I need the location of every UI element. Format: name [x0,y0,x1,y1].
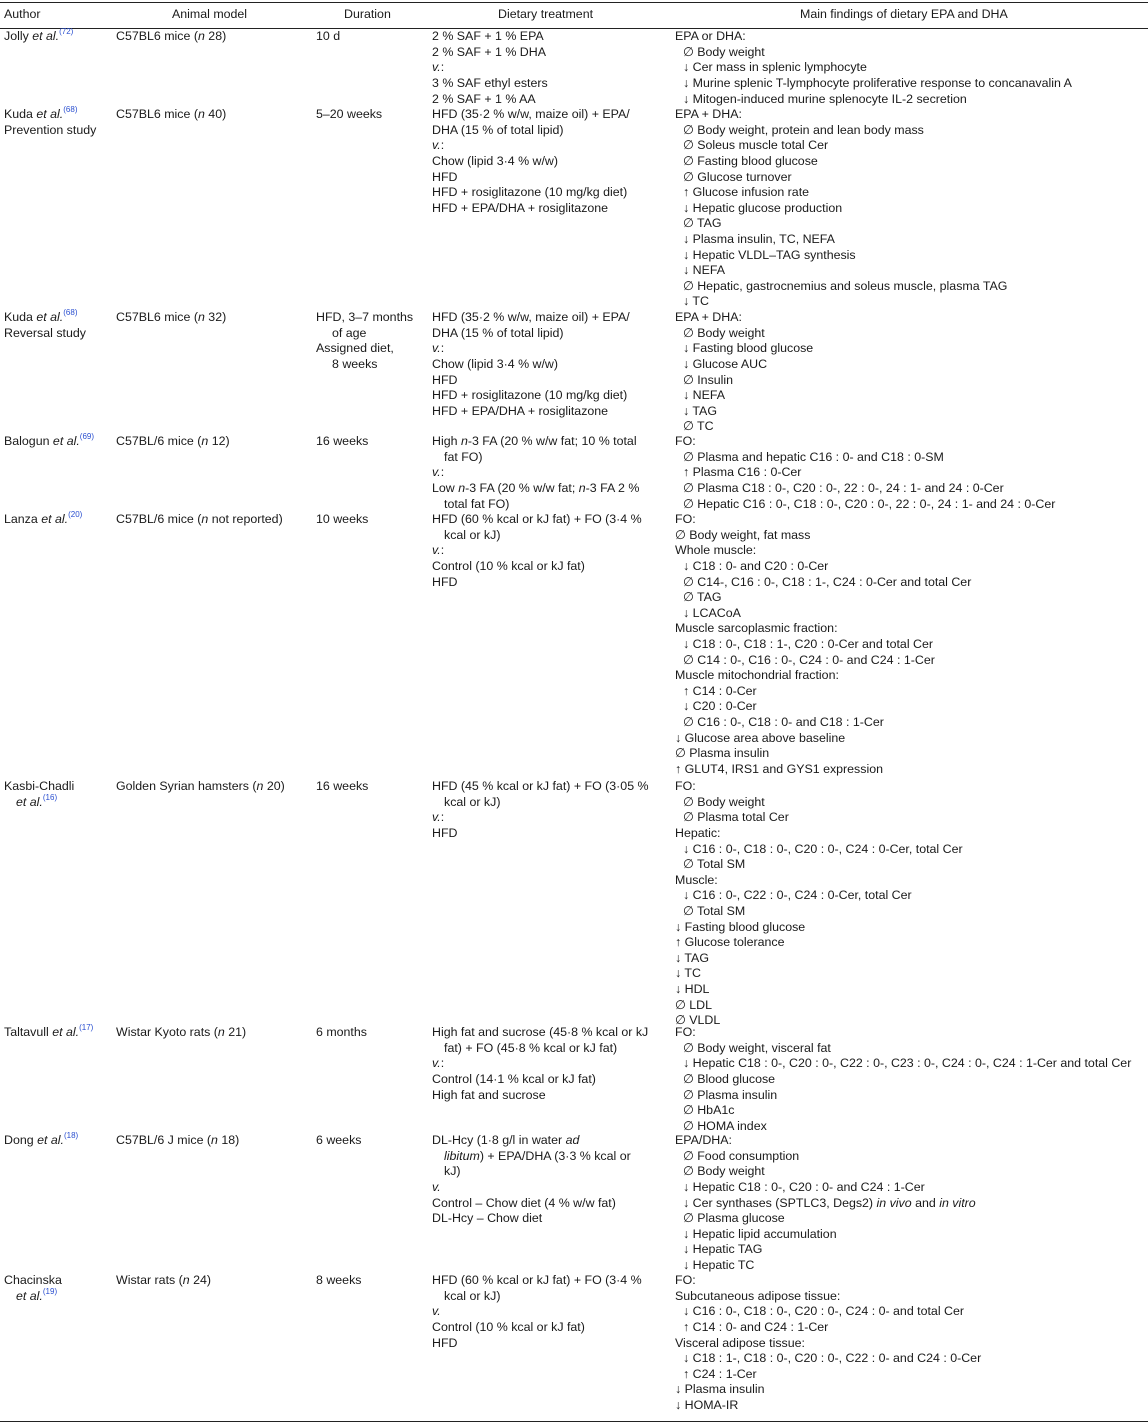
cell-treatment-line: v.: [432,1056,445,1071]
cell-treatment-line: Chow (lipid 3·4 % w/w) [432,154,559,168]
cell-findings-line: ∅ Insulin [683,372,734,387]
cell-findings-line: ↓ C18 : 0-, C18 : 1-, C20 : 0-Cer and total Cer [683,637,933,651]
cell-author-line: Lanza et al.$^{(20)}$ [4,510,83,527]
cell-author-line: Chacinska [4,1273,62,1288]
cell-findings-line: Visceral adipose tissue: [675,1335,805,1350]
cell-findings-line: ↓ NEFA [683,388,725,403]
cell-treatment-line: kcal or kJ) [444,1288,501,1303]
cell-treatment-line: kJ) [444,1164,461,1179]
cell-duration-line: 16 weeks [316,779,369,794]
cell-model-line: Wistar Kyoto rats (n 21) [116,1025,247,1040]
cell-findings-line: Whole muscle: [675,543,757,558]
cell-findings-line: ∅ TC [683,419,714,434]
cell-findings-line: FO: [675,1025,696,1040]
cell-findings-line: ↓ Hepatic lipid accumulation [683,1226,837,1241]
cell-findings-line: ∅ Total SM [683,857,746,872]
cell-author-line: Jolly et al.$^{(72)}$ [4,27,74,44]
cell-findings-line: ↓ Glucose AUC [683,357,768,371]
cell-findings-line: ↓ C16 : 0-, C18 : 0-, C20 : 0-, C24 : 0- and total Cer [683,1304,964,1319]
cell-findings-line: ∅ Glucose turnover [683,169,792,184]
header-animal-model: Animal model [172,7,248,21]
header-dietary-treatment: Dietary treatment [498,7,594,21]
cell-treatment-line: Control (14·1 % kcal or kJ fat) [432,1072,596,1086]
cell-findings-line: ∅ Body weight, visceral fat [683,1040,831,1055]
cell-treatment-line: libitum) + EPA/DHA (3·3 % kcal or [444,1148,631,1163]
cell-author-line: Dong et al.$^{(18)}$ [4,1131,79,1148]
cell-findings-line: ↓ C16 : 0-, C18 : 0-, C20 : 0-, C24 : 0-Cer, total Cer [683,841,963,856]
cell-findings-line: ↓ Murine splenic T-lymphocyte proliferative response to concanavalin A [683,76,1072,90]
cell-treatment-line: High fat and sucrose [432,1087,546,1102]
cell-findings-line: ↓ Hepatic VLDL–TAG synthesis [683,247,856,262]
cell-findings-line: ∅ Plasma total Cer [683,810,789,825]
cell-treatment-line: v.: [432,60,445,75]
header-duration: Duration [344,7,391,21]
cell-findings-line: ∅ Plasma insulin [683,1087,778,1102]
cell-findings-line: ∅ LDL [675,997,712,1012]
cell-treatment-line: Low n-3 FA (20 % w/w fat; n-3 FA 2 % [432,481,640,495]
cell-duration-line: of age [332,325,367,340]
cell-findings-line: ↓ C18 : 1-, C18 : 0-, C20 : 0-, C22 : 0- and C24 : 0-Cer [683,1351,982,1366]
cell-findings-line: ↓ LCACoA [683,605,741,620]
cell-findings-line: ↓ Hepatic C18 : 0-, C20 : 0-, C22 : 0-, C23 : 0-, C24 : 0-, C24 : 1-Cer and total Cer [683,1056,1132,1071]
cell-findings-line: ↓ HOMA-IR [675,1398,739,1412]
cell-findings-line: ∅ Fasting blood glucose [683,154,818,168]
cell-findings-line: ∅ C14-, C16 : 0-, C18 : 1-, C24 : 0-Cer and total Cer [683,574,972,589]
cell-findings-line: EPA + DHA: [675,107,742,122]
cell-findings-line: ↑ Glucose tolerance [675,935,785,950]
cell-findings-line: ∅ Plasma and hepatic C16 : 0- and C18 : 0-SM [683,449,944,464]
cell-findings-line: ∅ Body weight [683,794,765,809]
cell-findings-line: ↓ TC [675,966,701,981]
cell-findings-line: ↓ Hepatic TC [683,1258,755,1272]
cell-duration-line: 8 weeks [332,357,378,371]
cell-findings-line: ↓ C18 : 0- and C20 : 0-Cer [683,559,829,573]
cell-findings-line: ∅ Body weight [683,325,765,340]
cell-findings-line: ↓ Cer synthases (SPTLC3, Degs2) in vivo and in vitro [683,1195,976,1210]
cell-treatment-line: HFD [432,372,458,387]
cell-treatment-line: kcal or kJ) [444,794,501,809]
cell-model-line: C57BL6 mice (n 40) [116,107,227,122]
cell-treatment-line: total fat FO) [444,496,510,511]
cell-author-line: et al.$^{(19)}$ [16,1286,58,1303]
cell-treatment-line: HFD [432,574,458,589]
cell-findings-line: Subcutaneous adipose tissue: [675,1288,841,1303]
cell-findings-line: ↓ Fasting blood glucose [683,341,814,356]
cell-findings-line: ∅ Hepatic, gastrocnemius and soleus muscle, plasma TAG [683,278,1008,293]
cell-treatment-line: HFD (45 % kcal or kJ fat) + FO (3·05 % [432,779,649,794]
cell-findings-line: ↓ C20 : 0-Cer [683,699,757,714]
cell-treatment-line: v.: [432,465,445,480]
cell-findings-line: ∅ Food consumption [683,1148,800,1163]
cell-findings-line: ↑ C24 : 1-Cer [683,1366,757,1381]
table-top-rule [0,2,1148,3]
cell-author-line: Kuda et al.$^{(68)}$ [4,105,78,122]
cell-treatment-line: v. [432,1180,441,1194]
cell-duration-line: 16 weeks [316,434,369,449]
cell-author-line: Reversal study [4,325,86,340]
cell-duration-line: 10 d [316,29,341,44]
cell-author-line: Kuda et al.$^{(68)}$ [4,308,78,325]
cell-treatment-line: 2 % SAF + 1 % AA [432,91,536,106]
cell-treatment-line: HFD (60 % kcal or kJ fat) + FO (3·4 % [432,512,642,527]
cell-treatment-line: HFD [432,826,458,840]
cell-treatment-line: DL-Hcy (1·8 g/l in water ad [432,1133,580,1148]
cell-findings-line: ↓ Plasma insulin [675,1382,765,1397]
cell-duration-line: HFD, 3–7 months [316,310,414,325]
cell-findings-line: ↓ Hepatic glucose production [683,200,843,215]
cell-treatment-line: DHA (15 % of total lipid) [432,325,564,340]
cell-findings-line: ↓ Glucose area above baseline [675,730,846,745]
cell-treatment-line: HFD (35·2 % w/w, maize oil) + EPA/ [432,107,630,122]
cell-duration-line: 6 months [316,1025,367,1040]
cell-findings-line: ∅ Plasma C18 : 0-, C20 : 0-, 22 : 0-, 24 : 1- and 24 : 0-Cer [683,481,1004,495]
cell-findings-line: ∅ TAG [683,216,722,231]
cell-findings-line: ↓ Fasting blood glucose [675,919,806,934]
cell-findings-line: ↓ TC [683,294,709,309]
cell-duration-line: 5–20 weeks [316,107,383,122]
cell-treatment-line: 3 % SAF ethyl esters [432,76,548,90]
cell-model-line: C57BL/6 mice (n not reported) [116,512,283,527]
cell-findings-line: EPA + DHA: [675,310,742,325]
cell-findings-line: ∅ Hepatic C16 : 0-, C18 : 0-, C20 : 0-, 22 : 0-, 24 : 1- and 24 : 0-Cer [683,496,1056,511]
cell-findings-line: ∅ Body weight, fat mass [675,527,811,542]
cell-findings-line: ∅ Plasma insulin [675,746,770,761]
cell-findings-line: ∅ C14 : 0-, C16 : 0-, C24 : 0- and C24 : 1-Cer [683,652,935,667]
cell-treatment-line: HFD + rosiglitazone (10 mg/kg diet) [432,388,628,403]
cell-findings-line: ↑ C14 : 0- and C24 : 1-Cer [683,1320,829,1334]
cell-findings-line: ↑ Plasma C16 : 0-Cer [683,465,802,480]
cell-findings-line: Muscle sarcoplasmic fraction: [675,621,838,636]
cell-findings-line: ↑ Glucose infusion rate [683,185,810,200]
cell-treatment-line: DL-Hcy – Chow diet [432,1211,543,1226]
cell-treatment-line: HFD + EPA/DHA + rosiglitazone [432,403,609,418]
cell-treatment-line: v.: [432,341,445,356]
cell-treatment-line: High fat and sucrose (45·8 % kcal or kJ [432,1025,649,1040]
cell-findings-line: ↓ Mitogen-induced murine splenocyte IL-2 secretion [683,91,967,106]
cell-findings-line: FO: [675,1273,696,1288]
cell-treatment-line: fat FO) [444,449,483,464]
cell-findings-line: FO: [675,434,696,449]
cell-findings-line: ↑ GLUT4, IRS1 and GYS1 expression [675,761,883,776]
cell-findings-line: ↑ C14 : 0-Cer [683,683,757,698]
cell-author-line: et al.$^{(16)}$ [16,792,58,809]
cell-treatment-line: HFD (35·2 % w/w, maize oil) + EPA/ [432,310,630,325]
cell-treatment-line: v. [432,1304,441,1319]
cell-author-line: Taltavull et al.$^{(17)}$ [4,1023,94,1040]
header-author: Author [4,7,41,21]
cell-findings-line: ∅ Blood glucose [683,1072,776,1086]
cell-treatment-line: 2 % SAF + 1 % EPA [432,29,544,44]
cell-findings-line: ∅ VLDL [675,1013,721,1028]
cell-findings-line: ∅ HOMA index [683,1118,767,1133]
cell-findings-line: ↓ C16 : 0-, C22 : 0-, C24 : 0-Cer, total Cer [683,888,912,903]
cell-treatment-line: 2 % SAF + 1 % DHA [432,44,546,59]
cell-duration-line: 6 weeks [316,1133,362,1148]
cell-findings-line: ∅ Body weight [683,44,765,59]
cell-findings-line: ∅ Soleus muscle total Cer [683,138,829,153]
cell-treatment-line: fat) + FO (45·8 % kcal or kJ fat) [444,1040,618,1055]
cell-findings-line: ↓ NEFA [683,263,725,278]
cell-findings-line: ↓ Cer mass in splenic lymphocyte [683,60,867,75]
cell-findings-line: ↓ TAG [675,950,709,965]
cell-findings-line: ↓ Hepatic C18 : 0-, C20 : 0- and C24 : 1-Cer [683,1180,925,1194]
cell-treatment-line: kcal or kJ) [444,527,501,542]
cell-findings-line: FO: [675,779,696,794]
cell-findings-line: ↓ HDL [675,982,710,996]
cell-treatment-line: v.: [432,543,445,558]
table-bottom-rule [0,1421,1148,1422]
cell-treatment-line: HFD + rosiglitazone (10 mg/kg diet) [432,185,628,200]
cell-findings-line: Muscle: [675,872,718,887]
cell-findings-line: ∅ Total SM [683,904,746,918]
cell-model-line: C57BL6 mice (n 28) [116,29,227,44]
cell-findings-line: FO: [675,512,696,527]
cell-author-line: Prevention study [4,122,97,137]
cell-treatment-line: HFD [432,169,458,184]
cell-findings-line: ∅ HbA1c [683,1103,735,1118]
cell-author-line: Balogun et al.$^{(69)}$ [4,432,95,449]
cell-findings-line: ∅ Body weight [683,1164,765,1179]
cell-findings-line: Hepatic: [675,826,721,840]
cell-treatment-line: Control (10 % kcal or kJ fat) [432,1320,585,1334]
cell-treatment-line: v.: [432,138,445,153]
cell-treatment-line: HFD (60 % kcal or kJ fat) + FO (3·4 % [432,1273,642,1288]
cell-author-line: Kasbi-Chadli [4,779,75,794]
cell-findings-line: EPA/DHA: [675,1133,732,1148]
cell-treatment-line: High n-3 FA (20 % w/w fat; 10 % total [432,434,637,449]
cell-model-line: C57BL/6 mice (n 12) [116,434,230,449]
cell-treatment-line: Chow (lipid 3·4 % w/w) [432,357,559,371]
cell-duration-line: 10 weeks [316,512,369,527]
cell-model-line: C57BL/6 J mice (n 18) [116,1133,240,1148]
header-main-findings: Main findings of dietary EPA and DHA [800,7,1008,21]
cell-model-line: Golden Syrian hamsters (n 20) [116,779,285,794]
cell-duration-line: 8 weeks [316,1273,362,1288]
cell-treatment-line: HFD + EPA/DHA + rosiglitazone [432,200,609,215]
cell-findings-line: ↓ Plasma insulin, TC, NEFA [683,232,835,246]
cell-findings-line: ∅ Body weight, protein and lean body mass [683,122,924,137]
cell-findings-line: ↓ Hepatic TAG [683,1242,763,1257]
cell-treatment-line: v.: [432,810,445,825]
cell-model-line: C57BL6 mice (n 32) [116,310,227,325]
cell-findings-line: EPA or DHA: [675,29,746,44]
cell-findings-line: ∅ Plasma glucose [683,1211,785,1226]
cell-treatment-line: Control – Chow diet (4 % w/w fat) [432,1195,616,1210]
cell-treatment-line: HFD [432,1335,458,1350]
cell-findings-line: Muscle mitochondrial fraction: [675,668,839,683]
cell-treatment-line: DHA (15 % of total lipid) [432,122,564,137]
cell-findings-line: ∅ C16 : 0-, C18 : 0- and C18 : 1-Cer [683,715,884,729]
cell-treatment-line: Control (10 % kcal or kJ fat) [432,559,585,573]
cell-model-line: Wistar rats (n 24) [116,1273,212,1288]
cell-findings-line: ↓ TAG [683,403,717,418]
cell-findings-line: ∅ TAG [683,590,722,605]
cell-duration-line: Assigned diet, [316,341,394,356]
